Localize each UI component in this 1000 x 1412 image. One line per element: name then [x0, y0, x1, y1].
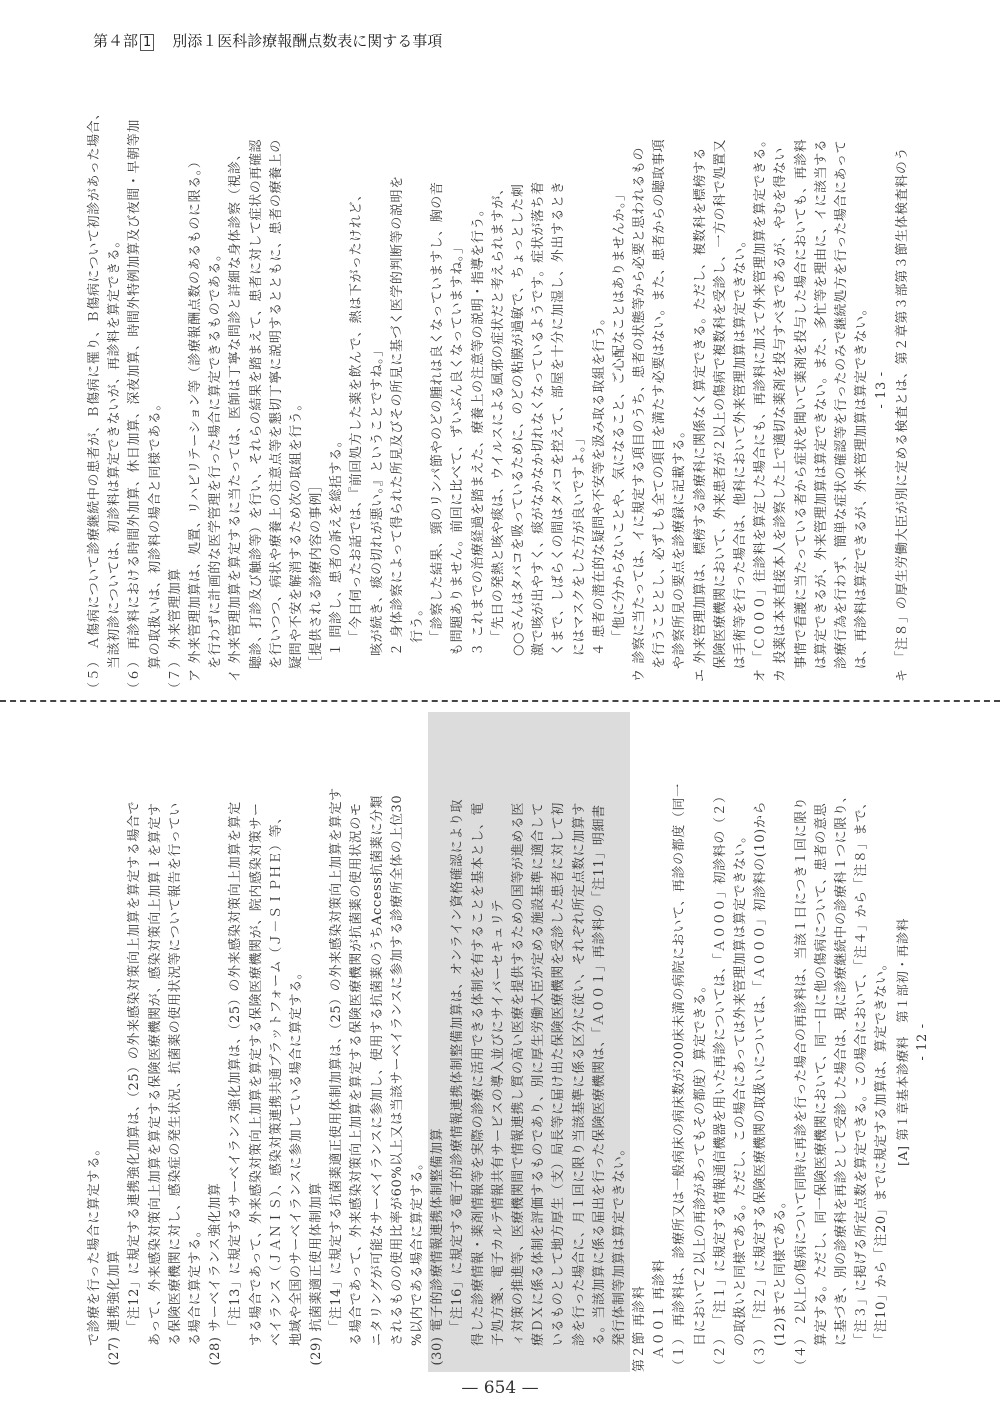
text-line: 行う。: [410, 602, 425, 643]
text-line: 算定する。ただし、同一保険医療機関において、同一日に他の傷病について、患者の意思: [813, 802, 829, 1346]
text-line: ア 外来管理加算は、処置、リハビリテーション等（診療報酬点数のあるものに限る。）: [187, 154, 203, 682]
text-line: に基づき、別の診療科を再診として受診した場合は、現に診療継続中の診療科１つに限り、: [833, 788, 849, 1346]
text-line: 疑問や不安を解消するため次の取組を行う。: [288, 396, 304, 669]
text-line: オ 「Ｃ０００」往診料を算定した場合にも、再診料に加えて外来管理加算を算定できる。: [753, 133, 769, 682]
highlighted-text-line: 子処方箋、電子カルテ情報共有サービスの導入並びにサイバーセキュリテ: [489, 712, 509, 1372]
text-line: （５） Ａ傷病について診療継続中の患者が、Ｂ傷病に罹り、Ｂ傷病について初診があった場合、: [87, 106, 102, 695]
text-line: 「診察した結果、頸のリンパ節やのどの腫れは良くなっていますし、胸の音: [430, 181, 446, 643]
text-line: （６） 再診料における時間外加算、休日加算、深夜加算、時間外特例加算及び夜間・早朝等加: [127, 119, 143, 695]
highlighted-text-line: 「注16」に規定する電子的診療情報連携体制整備加算は、オンライン資格確認により取: [448, 712, 468, 1372]
text-line: は、再診料は算定できるが、外来管理加算は算定できない。: [854, 301, 870, 669]
text-line: あって、外来感染対策向上加算を算定する保険医療機関が、感染対策向上加算１を算定す: [147, 802, 163, 1346]
text-line: 地域や全国のサーベイランスに参加している場合に算定する。: [288, 965, 304, 1346]
text-line: イ 外来管理加算を算定するに当たっては、医師は丁寧な問診と詳細な身体診察（視診、: [228, 146, 244, 682]
text-line: る場合に算定する。: [187, 1223, 203, 1346]
page-12-rotated: [85, 712, 930, 1372]
text-line: (12)までと同様である。: [773, 1194, 789, 1346]
folio-page-number: — 654 —: [461, 1378, 539, 1398]
text-line: 当該初診については、初診料は算定できないが、再診料を算定できる。: [107, 234, 123, 669]
text-line: 激で咳が出やすく、痰がなかなか切れなくなっているようです。症状が落ち着: [531, 181, 547, 656]
highlighted-text-line: 発行体制等加算は算定できない。: [610, 712, 630, 1372]
text-line: で診療を行った場合に算定する。: [87, 1141, 102, 1346]
text-line: ［提供される診療内容の事例］: [309, 478, 325, 669]
highlighted-text-line: 得した診療情報・薬剤情報等を実際の診療に活用できる体制を有することを基本とし、電: [469, 712, 489, 1372]
running-section-title: [A] 第１章基本診療料 第１部初・再診料: [894, 918, 910, 1166]
text-line: 「今日伺ったお話では、『前回処方した薬を飲んで、熱は下がったけれど、: [349, 187, 365, 643]
highlighted-text-line: (30) 電子的診療情報連携体制整備加算: [428, 712, 448, 1372]
text-line: 事情で看護に当たっている者から症状を聞いて薬剤を投与した場合においても、再診料: [793, 138, 809, 669]
text-line: る保険医療機関に対し、感染症の発生状況、抗菌薬の使用状況等について報告を行ってい: [167, 802, 183, 1346]
text-line: （３） 「注２」に規定する保険医療機関の取扱いについては、「Ａ０００」初診料の(10)から: [753, 800, 769, 1372]
page-number: - 13 -: [874, 371, 890, 409]
text-line: ベイランス（ＪＡＮＩＳ）、感染対策連携共通プラットフォーム（Ｊ－ＳＩＰＨＥ）等、: [268, 810, 284, 1346]
text-line: ウ 診察に当たっては、イに規定する項目のうち、患者の状態等から必要と思われるもの: [632, 146, 648, 682]
page-number: - 12 -: [914, 1023, 930, 1061]
text-line: 「先日の発熱と咳や痰は、ウイルスによる風邪の症状だと考えられますが、: [490, 181, 506, 643]
text-line: キ 「注８」の厚生労働大臣が別に定める検査とは、第２章第３部第３節生体検査料のう: [894, 146, 910, 682]
text-line: (28) サーベイランス強化加算: [208, 1182, 224, 1366]
text-line: 「他に分からないことや、気になること、ご心配なことはありませんか。」: [611, 187, 627, 643]
text-line: カ 投薬は本来直接本人を診察した上で適切な薬剤を投与すべきであるが、やむを得ない: [773, 147, 789, 682]
document-header: [93, 30, 442, 51]
dotted-separator: [0, 700, 1000, 702]
header-part: 第４部: [93, 32, 139, 50]
highlighted-text-line: いるものとして地方厚生（支）局長等に届け出た保険医療機関を受診した患者に対して初: [549, 712, 569, 1372]
text-line: する場合であって、外来感染対策向上加算を算定する保険医療機関が、院内感染対策サー: [248, 802, 264, 1346]
text-line: ４ 患者の潜在的な疑問や不安等を汲み取る取組を行う。: [591, 311, 607, 656]
text-line: は手術等を行った場合は、他科において外来管理加算は算定できない。: [733, 233, 748, 669]
text-line: (27) 連携強化加算: [107, 1250, 123, 1366]
text-line: 咳が続き、痰の切れが悪い。』ということですね。」: [369, 343, 385, 656]
text-line: （２） 「注１」に規定する情報通信機器を用いた再診については、「Ａ０００」初診料の（２）: [712, 789, 728, 1372]
text-line: （７） 外来管理加算: [167, 567, 183, 695]
text-line: （１） 再診料は、診療所又は一般病床の病床数が200床未満の病院において、再診の都度（同一: [672, 783, 688, 1372]
text-line: %以内である場合に算定する。: [410, 1156, 425, 1346]
text-line: （４） ２以上の傷病について同時に再診を行った場合の再診料は、当該１日につき１回に限り: [793, 796, 809, 1372]
text-line: や診察所見の要点を診療録に記載する。: [672, 424, 688, 669]
text-line: Ａ００１ 再診料: [652, 1259, 668, 1359]
text-line: 「注14」に規定する抗菌薬適正使用体制加算は、（25）の外来感染対策向上加算を算定す: [329, 787, 345, 1333]
text-line: ○○さんはタバコを吸っているために、のどの粘膜が過敏で、ちょっとした刺: [510, 183, 526, 656]
text-line: (29) 抗菌薬適正使用体制加算: [309, 1182, 325, 1366]
highlighted-text-line: 療ＤＸに係る体制を評価するものであり、別に厚生労働大臣が定める施設基準に適合して: [529, 712, 549, 1372]
text-line: 「注12」に規定する連携強化加算は、（25）の外来感染対策向上加算を算定する場合で: [127, 800, 143, 1333]
text-line: 「注13」に規定するサーベイランス強化加算は、（25）の外来感染対策向上加算を算定: [228, 801, 244, 1333]
text-line: の取扱いと同様である。ただし、この場合にあっては外来管理加算は算定できない。: [733, 829, 748, 1346]
text-line: 「注３」に掲げる所定点数を算定できる。この場合において、「注４」から「注８」まで、: [854, 795, 870, 1346]
text-line: を行うこととし、必ずしも全ての項目を満たす必要はない。また、患者からの聴取事項: [652, 138, 668, 669]
text-line: 第２節 再診料: [632, 1285, 648, 1372]
text-line: １ 問診し、患者の訴えを総括する。: [329, 433, 345, 656]
text-line: くまで、しばらくの間はタバコを控えて、部屋を十分に加湿し、外出するとき: [551, 180, 567, 656]
highlighted-text-line: ィ対策の推進等、医療機関間で情報連携し質の高い医療を提供するための国等が進める医: [509, 712, 529, 1372]
text-line: にはマスクをした方が良いですよ。」: [571, 431, 587, 656]
text-line: る場合であって、外来感染対策向上加算を算定する保険医療機関が抗菌薬の使用状況のモ: [349, 802, 365, 1346]
highlighted-text-line: る。当該加算に係る届出を行った保険医療機関は、「Ａ００１」再診料の「注11」明細書: [590, 712, 610, 1372]
text-line: 「注10」から「注20」までに規定する加算は、算定できない。: [874, 956, 890, 1346]
text-line: エ 外来管理加算は、標榜する診療科に関係なく算定できる。ただし、複数科を標榜する: [692, 146, 708, 682]
text-line: 診療行為を行わず、簡単な症状の確認等を行ったのみで継続処方を行った場合にあって: [833, 139, 849, 669]
header-part-number-box: 1: [140, 34, 154, 51]
text-line: 日において２以上の再診があってもその都度）算定できる。: [692, 978, 708, 1346]
text-line: されるものの使用比率が60%以上又は当該サーベイランスに参加する診療所全体の上位30: [389, 794, 405, 1346]
text-line: 聴診、打診及び触診等）を行い、それらの結果を踏まえて、患者に対して症状の再確認: [248, 138, 264, 669]
text-line: を行わずに計画的な医学管理を行った場合に算定できるものである。: [208, 247, 224, 669]
header-title: 別添１医科診療報酬点数表に関する事項: [172, 32, 443, 50]
text-line: は算定できるが、外来管理加算は算定できない。また、多忙等を理由に、イに該当する: [813, 138, 829, 669]
text-line: 算の取扱いは、初診料の場合と同様である。: [147, 396, 163, 669]
text-line: ニタリングが可能なサーベイランスに参加し、使用する抗菌薬のうちAccess抗菌薬に分類: [369, 794, 385, 1346]
text-line: を行いつつ、病状や療養上の注意点等を懇切丁寧に説明するとともに、患者の療養上の: [268, 139, 284, 669]
text-line: も問題ありません。前回に比べて、ずいぶん良くなっていますね。」: [450, 240, 466, 656]
highlighted-text-line: 診を行った場合に、月１回に限り当該基準に係る区分に従い、それぞれ所定点数に加算す: [570, 712, 590, 1372]
text-line: ３ これまでの治療経過を踏まえた、療養上の注意等の説明・指導を行う。: [470, 202, 486, 656]
text-line: 保険医療機関において、外来患者が２以上の傷病で複数科を受診し、一方の科で処置又: [712, 138, 728, 669]
text-line: ２ 身体診察によって得られた所見及びその所見に基づく医学的判断等の説明を: [389, 175, 405, 656]
page-13-rotated: [85, 85, 915, 695]
